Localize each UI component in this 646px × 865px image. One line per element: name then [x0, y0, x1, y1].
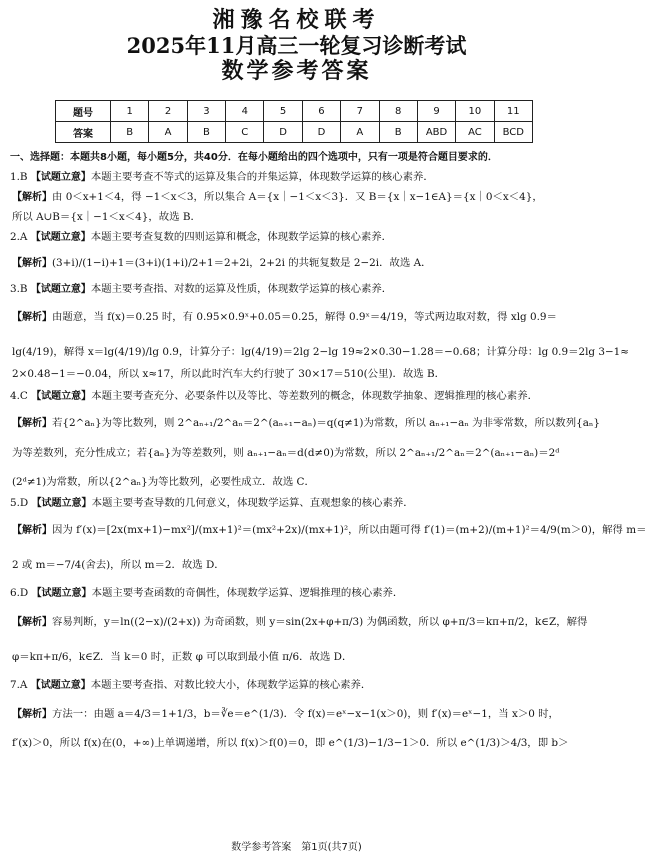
intent-text: 本题主要考查函数的奇偶性，体现数学运算、逻辑推理的核心素养． — [91, 587, 404, 599]
answer-cell: D — [264, 122, 302, 143]
analysis-label: 【解析】 — [12, 312, 52, 323]
intent-label: 【试题立意】 — [31, 588, 92, 599]
question-id: 5.D — [10, 497, 29, 509]
question-intent — [10, 171, 585, 184]
intent-label: 【试题立意】 — [30, 172, 91, 183]
analysis-line: f′(x)＞0，所以 f(x)在(0，+∞)上单调递增，所以 f(x)＞f(0)＝0，即 e^(1/3)−1/3−1＞0．所以 e^(1/3)＞4/3，即 b＞ — [12, 737, 569, 749]
analysis-line: φ＝kπ+π/6，k∈Z．当 k＝0 时，正数 φ 可以取到最小值 π/6．故选 D． — [12, 651, 353, 663]
question-intent — [10, 679, 585, 692]
question-id: 7.A — [10, 679, 28, 691]
analysis-line: 所以 A∪B＝{x｜−1＜x＜4}，故选 B． — [12, 211, 201, 223]
intent-text: 本题主要考查充分、必要条件以及等比、等差数列的概念，体现数学抽象、逻辑推理的核心素养． — [91, 390, 538, 402]
analysis-line — [10, 616, 588, 629]
analysis-line — [10, 524, 646, 537]
answer-cell: ABD — [417, 122, 455, 143]
question-number-cell: 1 — [111, 101, 149, 122]
question-number-cell: 11 — [494, 101, 532, 122]
section-heading: 一、选择题：本题共8小题，每小题5分，共40分．在每小题给出的四个选项中，只有一项是符合题目要求的． — [10, 152, 498, 163]
question-id: 4.C — [10, 390, 28, 402]
question-intent — [10, 231, 585, 244]
answer-cell: AC — [456, 122, 494, 143]
answer-cell: A — [149, 122, 187, 143]
answer-table-number-row — [56, 101, 533, 122]
question-id: 1.B — [10, 171, 28, 183]
answer-cell: D — [302, 122, 340, 143]
analysis-text: 因为 f′(x)＝[2x(mx+1)−mx²]/(mx+1)²＝(mx²+2x)/(mx+1)²，所以由题可得 f′(1)＝(m+2)/(m+1)²＝4/9(m＞0)，解得 m＝ — [52, 524, 646, 536]
analysis-label: 【解析】 — [12, 258, 52, 269]
question-intent — [10, 283, 585, 296]
intent-text: 本题主要考查不等式的运算及集合的并集运算，体现数学运算的核心素养． — [90, 171, 434, 183]
question-number-cell: 10 — [456, 101, 494, 122]
intent-label: 【试题立意】 — [31, 498, 92, 509]
question-id: 6.D — [10, 587, 29, 599]
page-footer: 数学参考答案 第1页(共7页) — [231, 842, 362, 853]
analysis-line — [10, 257, 585, 270]
answer-table-answer-row — [56, 122, 533, 143]
question-number-cell: 7 — [341, 101, 379, 122]
exam-organizer-title: 湘豫名校联考 — [212, 7, 381, 33]
analysis-line — [10, 191, 585, 204]
answer-cell: C — [226, 122, 264, 143]
analysis-label: 【解析】 — [12, 418, 52, 429]
intent-text: 本题主要考查导数的几何意义，体现数学运算、直观想象的核心素养． — [91, 497, 414, 509]
intent-label: 【试题立意】 — [30, 232, 91, 243]
question-number-cell: 2 — [149, 101, 187, 122]
intent-text: 本题主要考查复数的四则运算和概念，体现数学运算的核心素养． — [90, 231, 393, 243]
analysis-label: 【解析】 — [12, 525, 52, 536]
analysis-text: 若{2^aₙ}为等比数列，则 2^aₙ₊₁/2^aₙ＝2^(aₙ₊₁−aₙ)＝q(q≠1)为常数，所以 aₙ₊₁−aₙ 为非零常数，所以数列{aₙ} — [52, 417, 600, 429]
analysis-text: (3+i)/(1−i)+1＝(3+i)(1+i)/2+1＝2+2i，2+2i 的共轭复数是 2−2i．故选 A． — [52, 257, 432, 269]
question-number-cell: 6 — [302, 101, 340, 122]
analysis-line: 为等差数列，充分性成立；若{aₙ}为等差数列，则 aₙ₊₁−aₙ＝d(d≠0)为常数，所以 2^aₙ₊₁/2^aₙ＝2^(aₙ₊₁−aₙ)＝2ᵈ — [12, 447, 560, 459]
answer-cell: B — [187, 122, 225, 143]
question-number-cell: 4 — [226, 101, 264, 122]
analysis-text: 容易判断，y＝ln((2−x)/(2+x)) 为奇函数，则 y＝sin(2x+φ+π/3) 为偶函数，所以 φ+π/3＝kπ+π/2，k∈Z，解得 — [52, 616, 588, 628]
answer-table — [55, 100, 533, 143]
analysis-label: 【解析】 — [12, 192, 52, 203]
question-number-cell: 9 — [417, 101, 455, 122]
exam-name-title: 2025年11月高三一轮复习诊断考试 — [126, 33, 467, 58]
question-id: 2.A — [10, 231, 28, 243]
answer-cell: B — [111, 122, 149, 143]
answer-key-title: 数学参考答案 — [221, 58, 372, 84]
question-intent — [10, 587, 585, 600]
intent-label: 【试题立意】 — [31, 391, 92, 402]
analysis-text: 由 0＜x+1＜4，得 −1＜x＜3，所以集合 A＝{x｜−1＜x＜3}．又 B＝{x｜x−1∈A}＝{x｜0＜x＜4}， — [52, 191, 543, 203]
answer-body — [10, 151, 646, 750]
intent-text: 本题主要考查指、对数比较大小，体现数学运算的核心素养． — [90, 679, 372, 691]
analysis-line — [10, 417, 600, 430]
question-intent — [10, 390, 585, 403]
answer-cell: A — [341, 122, 379, 143]
intent-text: 本题主要考查指、对数的运算及性质，体现数学运算的核心素养． — [90, 283, 393, 295]
analysis-text: 方法一：由题 a＝4/3＝1+1/3，b＝∛e＝e^(1/3)．令 f(x)＝eˣ−x−1(x＞0)，则 f′(x)＝eˣ−1，当 x＞0 时， — [52, 708, 559, 720]
answer-cell: B — [379, 122, 417, 143]
row-label-number: 题号 — [56, 101, 111, 122]
question-number-cell: 3 — [187, 101, 225, 122]
question-intent — [10, 497, 585, 510]
intent-label: 【试题立意】 — [30, 680, 91, 691]
analysis-line: (2ᵈ≠1)为常数，所以{2^aₙ}为等比数列，必要性成立．故选 C． — [12, 476, 315, 488]
analysis-line — [10, 311, 585, 324]
title-block — [0, 8, 593, 84]
analysis-text: 由题意，当 f(x)＝0.25 时，有 0.95×0.9ˣ+0.05＝0.25，解得 0.9ˣ＝4/19，等式两边取对数，得 xlg 0.9＝ — [52, 311, 557, 323]
question-number-cell: 5 — [264, 101, 302, 122]
analysis-label: 【解析】 — [12, 617, 52, 628]
question-number-cell: 8 — [379, 101, 417, 122]
analysis-line — [10, 708, 585, 721]
row-label-answer: 答案 — [56, 122, 111, 143]
analysis-line: lg(4/19)，解得 x＝lg(4/19)/lg 0.9，计算分子：lg(4/19)＝2lg 2−lg 19≈2×0.30−1.28＝−0.68；计算分母：lg 0.9＝2lg 3−1≈ — [12, 346, 630, 358]
question-id: 3.B — [10, 283, 28, 295]
answer-cell: BCD — [494, 122, 532, 143]
analysis-line: 2 或 m＝−7/4(舍去)，所以 m＝2．故选 D． — [12, 559, 225, 571]
analysis-line: 2×0.48−1＝−0.04，所以 x≈17，所以此时汽车大约行驶了 30×17＝510(公里)．故选 B． — [12, 368, 446, 380]
analysis-label: 【解析】 — [12, 709, 52, 720]
intent-label: 【试题立意】 — [30, 284, 91, 295]
